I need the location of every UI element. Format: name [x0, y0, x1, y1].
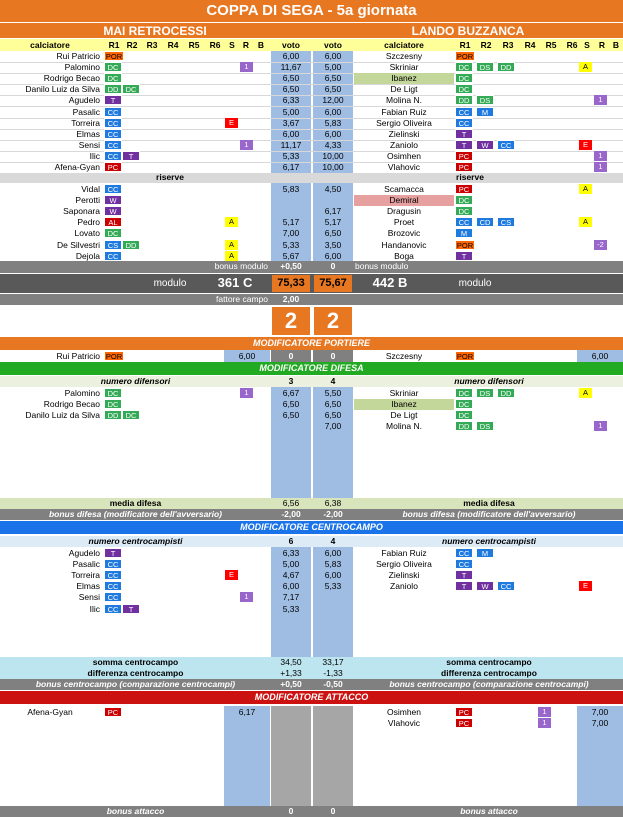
player-name: Zielinski — [388, 570, 420, 581]
centro-somma-label-right: somma centrocampo — [446, 657, 532, 667]
role-tag: DS — [476, 95, 494, 105]
centro-bonus-label-left: bonus centrocampo (comparazione centrocampi) — [35, 679, 236, 689]
difesa-bonus-left: -2,00 — [281, 509, 301, 519]
difesa-media-label-left: media difesa — [109, 498, 162, 508]
voto: 5,83 — [324, 117, 342, 128]
role-tag: CC — [455, 107, 473, 117]
flag-r: 1 — [538, 718, 551, 728]
voto: 6,00 — [324, 548, 342, 558]
modulo-label-left: modulo — [153, 278, 187, 289]
fattore-campo-bar — [0, 294, 623, 305]
voto: 5,33 — [282, 603, 300, 614]
role-tag: CC — [104, 118, 122, 128]
header-r6: R6 — [209, 40, 221, 50]
player-name: Osimhen — [386, 150, 421, 161]
voto: 11,67 — [280, 62, 302, 73]
voto: 5,83 — [282, 184, 300, 194]
attacco-bonus-label-right: bonus attacco — [460, 806, 518, 816]
flag-s: A — [579, 388, 592, 398]
modulo-total-right: 75,67 — [319, 277, 347, 289]
role-tag: CC — [104, 129, 122, 139]
player-name: Vlahovic — [387, 718, 421, 729]
role-tag: T — [122, 604, 140, 614]
player-name: Danilo Luiz da Silva — [25, 410, 100, 421]
role-tag: DC — [104, 228, 122, 238]
player-name: Pasalic — [72, 559, 100, 570]
role-tag: T — [455, 570, 473, 580]
centro-diff-right: -1,33 — [323, 668, 343, 678]
portiere-right-voto: 6,00 — [591, 351, 609, 361]
role-tag: W — [476, 581, 494, 591]
section-attacco: MODIFICATORE ATTACCO — [0, 691, 623, 704]
role-tag: DD — [497, 62, 515, 72]
header-voto: voto — [282, 40, 300, 50]
flag-e: E — [225, 570, 238, 580]
role-tag: DC — [455, 399, 473, 409]
role-tag: T — [455, 140, 473, 150]
voto: 6,33 — [282, 548, 300, 558]
player-name: Danilo Luiz da Silva — [25, 84, 100, 95]
attacco-voto-left — [224, 706, 270, 806]
role-tag: DD — [497, 388, 515, 398]
player-name: Boga — [394, 250, 414, 261]
role-tag: POR — [456, 240, 474, 250]
riserve-label-left: riserve — [156, 172, 184, 182]
role-tag: DD — [104, 84, 122, 94]
voto: 6,50 — [324, 73, 342, 84]
portiere-right-name: Szczesny — [385, 351, 423, 361]
player-name: Ilic — [89, 603, 100, 614]
voto: 5,17 — [324, 217, 342, 228]
voto: 6,17 — [238, 707, 256, 717]
player-name: Scamacca — [384, 184, 424, 194]
role-tag: DC — [104, 62, 122, 72]
centro-bonus-label-right: bonus centrocampo (comparazione centrocampi) — [389, 679, 589, 689]
player-name: Fabian Ruiz — [381, 106, 427, 117]
player-name: Sergio Oliveira — [376, 559, 432, 570]
flag-r: 1 — [240, 62, 253, 72]
centro-bonus-right: -0,50 — [323, 679, 343, 689]
voto: 10,00 — [322, 162, 344, 172]
centro-diff-label-left: differenza centrocampo — [87, 668, 184, 678]
header-r1: R1 — [108, 40, 120, 50]
difesa-bonus-label-left: bonus difesa (modificatore dell'avversario) — [48, 509, 222, 519]
voto: 6,50 — [324, 228, 342, 239]
header-r3: R3 — [146, 40, 158, 50]
player-name: Dejola — [75, 250, 100, 261]
header-r3: R3 — [502, 40, 514, 50]
voto: 6,00 — [324, 106, 342, 117]
header-player: calciatore — [384, 40, 424, 50]
role-tag: M — [455, 228, 473, 238]
voto: 6,50 — [324, 410, 342, 421]
centro-num-label-right: numero centrocampisti — [442, 536, 536, 546]
difesa-media-left: 6,56 — [282, 498, 300, 508]
bonus-modulo-label: bonus modulo — [214, 261, 268, 271]
player-name: Fabian Ruiz — [381, 548, 427, 558]
role-tag: T — [122, 151, 140, 161]
role-tag: PC — [455, 707, 473, 717]
role-tag: CC — [455, 548, 473, 558]
flag-r: 1 — [240, 388, 253, 398]
header-r2: R2 — [480, 40, 492, 50]
bonus-modulo-right: 0 — [330, 261, 336, 271]
section-difesa: MODIFICATORE DIFESA — [0, 362, 623, 375]
voto: 6,50 — [324, 399, 342, 410]
flag-e: E — [579, 140, 592, 150]
role-tag: AL — [104, 217, 122, 227]
player-name: Torreira — [71, 117, 100, 128]
voto: 7,00 — [282, 228, 300, 239]
voto: 5,00 — [282, 106, 300, 117]
role-tag: DC — [122, 410, 140, 420]
centro-diff-left: +1,33 — [280, 668, 302, 678]
header-r4: R4 — [167, 40, 179, 50]
fattore-campo-label: fattore campo — [216, 294, 268, 304]
flag-s: A — [579, 217, 592, 227]
voto: 6,17 — [282, 162, 300, 172]
player-name: Brozovic — [387, 228, 421, 239]
role-tag: M — [476, 548, 494, 558]
header-voto: voto — [324, 40, 342, 50]
riserve-label-right: riserve — [456, 172, 484, 182]
player-name: Agudelo — [68, 548, 100, 558]
role-tag: W — [104, 206, 122, 216]
portiere-right-mod: 0 — [330, 351, 336, 361]
role-tag: CC — [104, 559, 122, 569]
voto: 6,00 — [324, 51, 342, 61]
player-name: Pasalic — [72, 106, 100, 117]
role-tag: DC — [104, 388, 122, 398]
header-r6: R6 — [566, 40, 578, 50]
bonus-modulo-left: +0,50 — [280, 261, 302, 271]
role-tag: CC — [104, 570, 122, 580]
role-tag: CC — [497, 140, 515, 150]
player-name: Szczesny — [385, 51, 423, 61]
role-tag: POR — [456, 352, 474, 361]
voto: 6,00 — [282, 128, 300, 139]
role-tag: CC — [104, 107, 122, 117]
voto: 11,17 — [280, 139, 302, 150]
role-tag: T — [104, 548, 122, 558]
role-tag: CS — [497, 217, 515, 227]
role-tag: PC — [104, 707, 122, 717]
role-tag: PC — [455, 162, 473, 172]
fattore-campo-value: 2,00 — [282, 294, 300, 304]
player-name: Ibanez — [391, 73, 417, 84]
header-s: S — [229, 40, 235, 50]
role-tag: DC — [104, 73, 122, 83]
role-tag: M — [476, 107, 494, 117]
player-name: Dragusin — [386, 206, 422, 217]
voto: 6,00 — [324, 128, 342, 139]
role-tag: CC — [104, 604, 122, 614]
voto: 5,33 — [282, 239, 300, 250]
player-name: Vidal — [81, 184, 100, 194]
voto: 6,17 — [324, 206, 342, 217]
voto: 6,00 — [324, 250, 342, 261]
player-name: Zaniolo — [390, 139, 418, 150]
voto: 7,00 — [591, 707, 609, 717]
player-name: Elmas — [76, 581, 100, 592]
flag-e: E — [579, 581, 592, 591]
difesa-num-label-left: numero difensori — [100, 376, 171, 386]
player-name: Sensi — [78, 592, 100, 603]
header-r5: R5 — [188, 40, 200, 50]
flag-r: -2 — [594, 240, 607, 250]
voto: 6,67 — [282, 388, 300, 398]
voto: 5,00 — [282, 559, 300, 570]
player-name: Molina N. — [386, 95, 422, 106]
page-title: COPPA DI SEGA - 5a giornata — [206, 3, 417, 19]
attacco-col-right — [313, 706, 353, 806]
player-name: Ilic — [89, 150, 100, 161]
centro-bonus-left: +0,50 — [280, 679, 302, 689]
score-right: 2 — [326, 309, 340, 333]
voto: 5,33 — [324, 581, 342, 592]
role-tag: CC — [455, 118, 473, 128]
role-tag: PC — [455, 184, 473, 194]
voto: 6,50 — [282, 84, 300, 95]
header-r5: R5 — [545, 40, 557, 50]
player-name: Sensi — [78, 139, 100, 150]
voto: 5,00 — [324, 62, 342, 73]
voto: 6,00 — [282, 51, 300, 61]
bonus-modulo-label-r: bonus modulo — [355, 261, 409, 271]
role-tag: CC — [497, 581, 515, 591]
centro-num-right: 4 — [330, 536, 336, 546]
voto: 6,33 — [282, 95, 300, 106]
player-name: Perotti — [75, 195, 100, 206]
difesa-num-left: 3 — [288, 376, 294, 386]
role-tag: CC — [104, 251, 122, 261]
player-name: Skriniar — [389, 62, 419, 73]
player-name: Agudelo — [68, 95, 100, 106]
voto: 6,50 — [282, 73, 300, 84]
player-name: Handanovic — [381, 239, 427, 250]
role-tag: PC — [104, 162, 122, 172]
voto: 6,50 — [282, 399, 300, 410]
role-tag: T — [455, 251, 473, 261]
player-name: De Silvestri — [57, 239, 100, 250]
player-name: De Ligt — [390, 84, 418, 95]
voto: 4,33 — [324, 139, 342, 150]
player-name: Palomino — [64, 62, 100, 73]
role-tag: CC — [104, 581, 122, 591]
player-name: Rodrigo Becao — [43, 399, 100, 410]
role-tag: DS — [476, 421, 494, 431]
player-name: Torreira — [71, 570, 100, 581]
section-portiere: MODIFICATORE PORTIERE — [0, 337, 623, 350]
role-tag: DC — [455, 410, 473, 420]
modulo-bar — [0, 274, 623, 293]
flag-s: A — [225, 240, 238, 250]
role-tag: T — [104, 95, 122, 105]
role-tag: DD — [104, 410, 122, 420]
voto: 5,33 — [282, 150, 300, 161]
voto: 6,50 — [324, 84, 342, 95]
role-tag: T — [455, 129, 473, 139]
difesa-media-right: 6,38 — [324, 498, 342, 508]
attacco-bonus-right: 0 — [330, 806, 336, 816]
voto: 5,67 — [282, 250, 300, 261]
modulo-total-left: 75,33 — [277, 277, 305, 289]
voto: 4,50 — [324, 184, 342, 194]
player-name: Lovato — [74, 228, 100, 239]
attacco-col-left — [271, 706, 311, 806]
role-tag: CS — [104, 240, 122, 250]
portiere-left-mod: 0 — [288, 351, 294, 361]
player-name: Palomino — [64, 388, 100, 398]
header-r1: R1 — [459, 40, 471, 50]
role-tag: CD — [476, 217, 494, 227]
player-name: Afena-Gyan — [27, 707, 73, 717]
attacco-bonus-label-left: bonus attacco — [106, 806, 165, 816]
header-s: S — [584, 40, 590, 50]
header-player: calciatore — [30, 40, 70, 50]
score-left: 2 — [284, 309, 298, 333]
centro-somma-right: 33,17 — [322, 657, 344, 667]
section-centrocampo: MODIFICATORE CENTROCAMPO — [0, 521, 623, 534]
role-tag: DC — [455, 195, 473, 205]
riserve-bar — [0, 173, 623, 183]
flag-r: 1 — [594, 162, 607, 172]
player-name: Pedro — [77, 217, 100, 228]
role-tag: DC — [455, 73, 473, 83]
difesa-num-right: 4 — [330, 376, 336, 386]
voto: 3,50 — [324, 239, 342, 250]
flag-r: 1 — [594, 421, 607, 431]
bonus-modulo-bar — [0, 261, 623, 273]
header-r: R — [598, 40, 606, 50]
voto: 7,17 — [282, 592, 300, 603]
flag-s: A — [579, 184, 592, 194]
flag-r: 1 — [240, 140, 253, 150]
centro-somma-label-left: somma centrocampo — [92, 657, 179, 667]
modulo-label-right: modulo — [458, 278, 492, 289]
player-name: Saponara — [63, 206, 100, 217]
role-tag: CC — [104, 140, 122, 150]
role-tag: DC — [455, 206, 473, 216]
player-name: Zaniolo — [390, 581, 418, 592]
role-tag: DD — [455, 421, 473, 431]
voto: 4,67 — [282, 570, 300, 581]
centro-num-left: 6 — [288, 536, 294, 546]
player-name: Molina N. — [386, 421, 422, 432]
role-tag: CC — [104, 592, 122, 602]
player-name: Proet — [393, 217, 415, 228]
role-tag: DD — [455, 95, 473, 105]
role-tag: CC — [104, 184, 122, 194]
player-name: Ibanez — [391, 399, 417, 410]
flag-r: 1 — [538, 707, 551, 717]
role-tag: PC — [455, 718, 473, 728]
player-name: De Ligt — [390, 410, 418, 421]
voto: 6,00 — [282, 581, 300, 592]
role-tag: CC — [104, 151, 122, 161]
role-tag: DC — [455, 84, 473, 94]
header-b: B — [257, 40, 265, 50]
player-name: Demiral — [389, 195, 419, 206]
header-r2: R2 — [126, 40, 138, 50]
player-name: Skriniar — [389, 388, 419, 398]
role-tag: DS — [476, 62, 494, 72]
portiere-left-voto: 6,00 — [238, 351, 256, 361]
player-name: Vlahovic — [387, 162, 421, 172]
modulo-left: 361 C — [217, 276, 253, 290]
team-right-name: LANDO BUZZANCA — [411, 25, 525, 37]
role-tag: DC — [455, 62, 473, 72]
role-tag: CC — [455, 559, 473, 569]
role-tag: T — [455, 581, 473, 591]
centro-num-label-left: numero centrocampisti — [88, 536, 183, 546]
role-tag: DD — [122, 240, 140, 250]
attacco-bonus-left: 0 — [288, 806, 294, 816]
flag-e: E — [225, 118, 238, 128]
voto: 3,67 — [282, 117, 300, 128]
difesa-bonus-right: -2,00 — [323, 509, 343, 519]
player-name: Sergio Oliveira — [376, 117, 432, 128]
player-name: Rui Patricio — [56, 51, 100, 61]
voto: 5,17 — [282, 217, 300, 228]
role-tag: POR — [105, 352, 123, 361]
player-name: Afena-Gyan — [54, 162, 100, 172]
voto: 7,00 — [324, 421, 342, 432]
difesa-num-label-right: numero difensori — [454, 376, 524, 386]
flag-s: A — [225, 251, 238, 261]
player-name: Zielinski — [388, 128, 420, 139]
flag-r: 1 — [594, 151, 607, 161]
header-b: B — [612, 40, 620, 50]
voto: 5,50 — [324, 388, 342, 398]
player-name: Rodrigo Becao — [43, 73, 100, 84]
centro-somma-left: 34,50 — [280, 657, 302, 667]
voto: 7,00 — [591, 718, 609, 729]
voto: 10,00 — [322, 150, 344, 161]
flag-r: 1 — [240, 592, 253, 602]
role-tag: POR — [456, 52, 474, 61]
role-tag: W — [476, 140, 494, 150]
portiere-left-name: Rui Patricio — [56, 351, 100, 361]
role-tag: W — [104, 195, 122, 205]
role-tag: POR — [105, 52, 123, 61]
difesa-media-label-right: media difesa — [463, 498, 515, 508]
team-left-name: MAI RETROCESSI — [103, 25, 207, 37]
player-name: Elmas — [76, 128, 100, 139]
voto: 5,83 — [324, 559, 342, 570]
voto: 6,50 — [282, 410, 300, 421]
header-r4: R4 — [524, 40, 536, 50]
voto: 6,00 — [324, 570, 342, 581]
role-tag: DS — [476, 388, 494, 398]
centro-diff-label-right: differenza centrocampo — [441, 668, 537, 678]
modulo-right: 442 B — [372, 276, 408, 290]
voto: 12,00 — [322, 95, 344, 106]
flag-s: A — [579, 62, 592, 72]
role-tag: DC — [104, 399, 122, 409]
role-tag: PC — [455, 151, 473, 161]
header-r: R — [242, 40, 250, 50]
flag-r: 1 — [594, 95, 607, 105]
player-name: Osimhen — [386, 707, 421, 717]
role-tag: DC — [122, 84, 140, 94]
role-tag: CC — [455, 217, 473, 227]
role-tag: DC — [455, 388, 473, 398]
flag-s: A — [225, 217, 238, 227]
difesa-bonus-label-right: bonus difesa (modificatore dell'avversario) — [402, 509, 576, 519]
